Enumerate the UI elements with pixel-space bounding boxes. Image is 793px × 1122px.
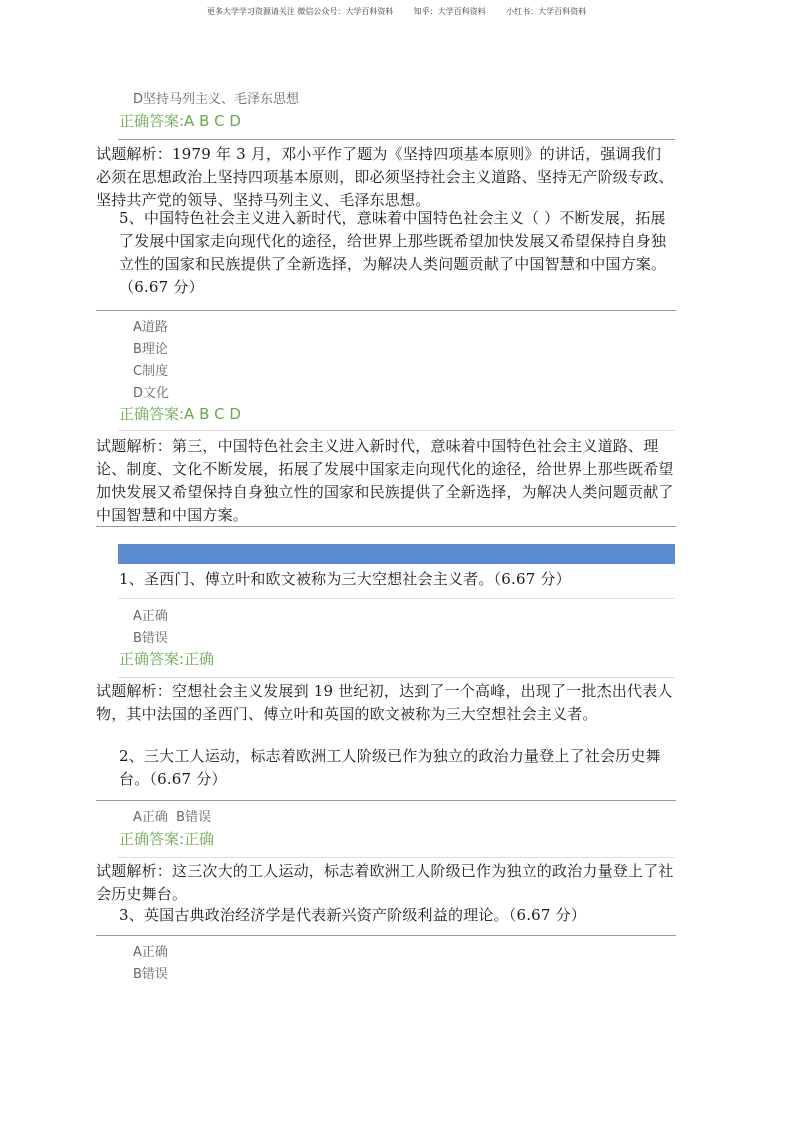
- option-false[interactable]: B错误: [133, 631, 168, 646]
- divider: [118, 598, 675, 599]
- question-text: 3、英国古典政治经济学是代表新兴资产阶级利益的理论。（6.67 分）: [119, 906, 587, 924]
- option-d: D坚持马列主义、毛泽东思想: [133, 92, 300, 107]
- divider: [118, 139, 675, 140]
- divider: [118, 430, 675, 431]
- divider: [96, 310, 676, 311]
- correct-answer: 正确答案:正确: [119, 650, 215, 668]
- question-text: 2、三大工人运动，标志着欧洲工人阶级已作为独立的政治力量登上了社会历史舞台。（6.67 分）: [119, 747, 661, 788]
- correct-answer: 正确答案:A B C D: [119, 112, 241, 130]
- question-text: 5、中国特色社会主义进入新时代，意味着中国特色社会主义（ ）不断发展，拓展了发展中国家走向现代化的途径，给世界上那些既希望加快发展又希望保持自身独立性的国家和民族提供了全新选择，为解决人类问题贡献了中国智慧和中国方案。（6.67 分）: [119, 209, 667, 296]
- option-d[interactable]: D文化: [133, 386, 170, 401]
- option-a[interactable]: A道路: [133, 320, 168, 335]
- page-header: 更多大学学习资源请关注 微信公众号：大学百科资料 知乎：大学百科资料 小红书：大学百科资料: [206, 7, 587, 16]
- divider: [96, 526, 676, 527]
- options-row[interactable]: A正确 B错误: [133, 810, 212, 825]
- option-true[interactable]: A正确: [133, 609, 168, 624]
- explanation: 试题解析：第三，中国特色社会主义进入新时代，意味着中国特色社会主义道路、理论、制度、文化不断发展，拓展了发展中国家走向现代化的途径，给世界上那些既希望加快发展又希望保持自身独立性的国家和民族提供了全新选择，为解决人类问题贡献了中国智慧和中国方案。: [96, 437, 674, 524]
- option-c[interactable]: C制度: [133, 364, 169, 379]
- option-b[interactable]: B理论: [133, 342, 168, 357]
- question-text: 1、圣西门、傅立叶和欧文被称为三大空想社会主义者。（6.67 分）: [119, 570, 571, 588]
- explanation: 试题解析：空想社会主义发展到 19 世纪初，达到了一个高峰，出现了一批杰出代表人物，其中法国的圣西门、傅立叶和英国的欧文被称为三大空想社会主义者。: [96, 682, 673, 723]
- option-false[interactable]: B错误: [133, 967, 168, 982]
- divider: [96, 935, 676, 936]
- divider: [118, 677, 675, 678]
- divider: [96, 800, 676, 801]
- correct-answer: 正确答案:A B C D: [119, 405, 241, 423]
- explanation: 试题解析：1979 年 3 月，邓小平作了题为《坚持四项基本原则》的讲话，强调我们必须在思想政治上坚持四项基本原则，即必须坚持社会主义道路、坚持无产阶级专政、坚持共产党的领导、坚持马列主义、毛泽东思想。: [96, 145, 674, 209]
- section-bar: [118, 544, 675, 564]
- option-true[interactable]: A正确: [133, 945, 168, 960]
- explanation: 试题解析：这三次大的工人运动，标志着欧洲工人阶级已作为独立的政治力量登上了社会历史舞台。: [96, 862, 674, 903]
- correct-answer: 正确答案:正确: [119, 830, 215, 848]
- divider: [118, 857, 675, 858]
